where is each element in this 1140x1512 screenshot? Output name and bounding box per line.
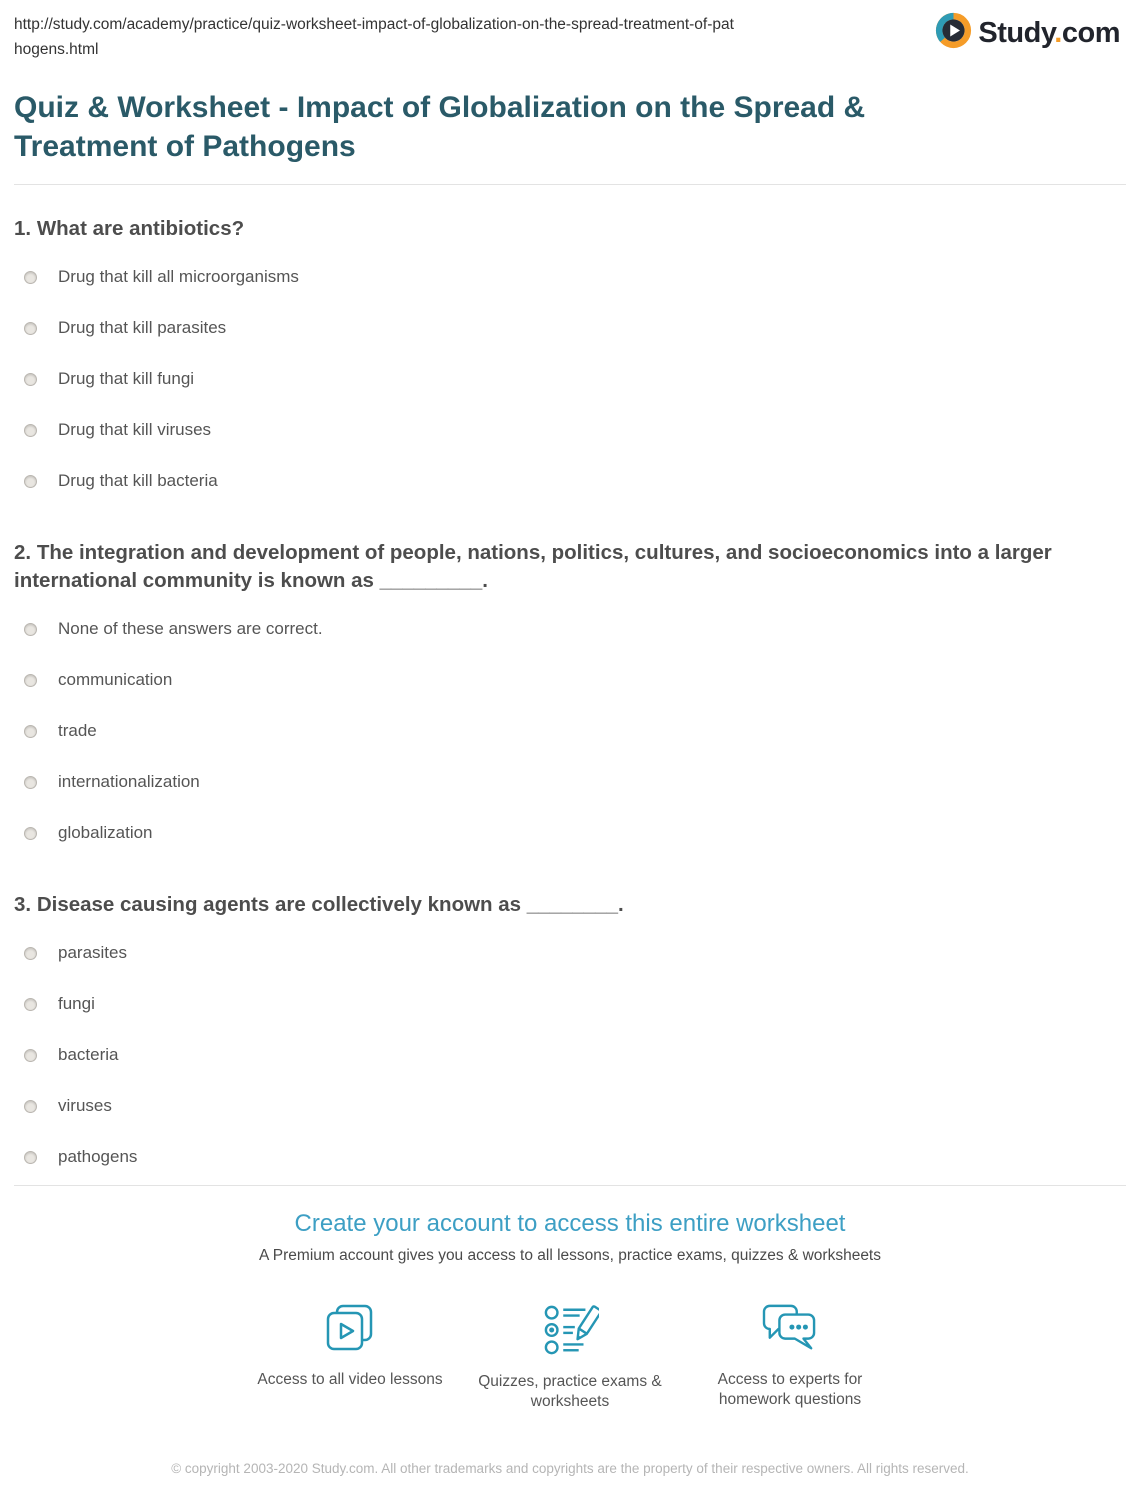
divider: [14, 184, 1126, 185]
answer-option-label: Drug that kill viruses: [58, 420, 212, 439]
answer-option[interactable]: [14, 721, 1126, 741]
answer-option-label: internationalization: [58, 772, 200, 791]
radio-button[interactable]: [24, 373, 37, 386]
answer-option-label: fungi: [58, 994, 95, 1013]
question-3-options: [14, 943, 1126, 1167]
answer-option[interactable]: [14, 823, 1126, 843]
answer-option[interactable]: [14, 1147, 1126, 1167]
cta-subtitle: A Premium account gives you access to all lessons, practice exams, quizzes & worksheets: [259, 1247, 881, 1264]
answer-option[interactable]: [14, 943, 1126, 963]
answer-option-label: Drug that kill all microorganisms: [58, 267, 299, 286]
feature-expert-help: [680, 1303, 900, 1412]
divider: [14, 1185, 1126, 1186]
radio-button[interactable]: [24, 776, 37, 789]
radio-button[interactable]: [24, 1100, 37, 1113]
question-3: [14, 891, 1126, 1167]
answer-option-label: bacteria: [58, 1045, 119, 1064]
answer-option[interactable]: [14, 318, 1126, 338]
play-circle-icon: [935, 12, 972, 54]
question-3-heading: 3. Disease causing agents are collectively known as ________.: [14, 893, 624, 916]
question-2-heading: 2. The integration and development of people, nations, politics, cultures, and socioeconomics into a larger international community is known as _________.: [14, 541, 1052, 592]
question-1-options: [14, 267, 1126, 491]
answer-option[interactable]: [14, 619, 1126, 639]
radio-button[interactable]: [24, 271, 37, 284]
answer-option-label: pathogens: [58, 1147, 138, 1166]
answer-option-label: viruses: [58, 1096, 112, 1115]
chat-experts-icon: [760, 1303, 820, 1359]
logo-text: Study.com: [978, 16, 1120, 49]
answer-option[interactable]: [14, 1096, 1126, 1116]
answer-option[interactable]: [14, 772, 1126, 792]
answer-option[interactable]: [14, 420, 1126, 440]
radio-button[interactable]: [24, 475, 37, 488]
feature-label: Quizzes, practice exams & worksheets: [478, 1373, 662, 1410]
radio-button[interactable]: [24, 424, 37, 437]
quizzes-worksheets-icon: [541, 1303, 599, 1359]
answer-option-label: parasites: [58, 943, 127, 962]
answer-option[interactable]: [14, 670, 1126, 690]
answer-option-label: globalization: [58, 823, 153, 842]
studycom-logo[interactable]: [935, 12, 1120, 54]
radio-button[interactable]: [24, 623, 37, 636]
answer-option-label: Drug that kill parasites: [58, 318, 227, 337]
radio-button[interactable]: [24, 725, 37, 738]
page-url: http://study.com/academy/practice/quiz-worksheet-impact-of-globalization-on-the-spread-treatment-of-pathogens.html: [14, 16, 734, 58]
question-1: [14, 215, 1126, 491]
radio-button[interactable]: [24, 322, 37, 335]
question-2: [14, 539, 1126, 843]
features-row: [14, 1303, 1126, 1412]
copyright-notice: © copyright 2003-2020 Study.com. All other trademarks and copyrights are the property of their respective owners. All rights reserved.: [171, 1461, 969, 1476]
answer-option-label: Drug that kill bacteria: [58, 471, 218, 490]
radio-button[interactable]: [24, 674, 37, 687]
radio-button[interactable]: [24, 827, 37, 840]
radio-button[interactable]: [24, 998, 37, 1011]
answer-option-label: Drug that kill fungi: [58, 369, 195, 388]
cta-title: Create your account to access this entire worksheet: [294, 1210, 846, 1237]
radio-button[interactable]: [24, 1049, 37, 1062]
answer-option[interactable]: [14, 267, 1126, 287]
radio-button[interactable]: [24, 1151, 37, 1164]
answer-option[interactable]: [14, 471, 1126, 491]
feature-label: Access to experts for homework questions: [717, 1371, 863, 1408]
feature-quizzes-worksheets: [460, 1303, 680, 1412]
radio-button[interactable]: [24, 947, 37, 960]
question-1-heading: 1. What are antibiotics?: [14, 217, 245, 240]
video-lessons-icon: [322, 1303, 378, 1359]
answer-option[interactable]: [14, 994, 1126, 1014]
answer-option[interactable]: [14, 1045, 1126, 1065]
page-title: Quiz & Worksheet - Impact of Globalization on the Spread & Treatment of Pathogens: [14, 91, 866, 163]
answer-option-label: None of these answers are correct.: [58, 619, 323, 638]
question-2-options: [14, 619, 1126, 843]
answer-option[interactable]: [14, 369, 1126, 389]
answer-option-label: communication: [58, 670, 173, 689]
feature-video-lessons: [240, 1303, 460, 1412]
feature-label: Access to all video lessons: [257, 1371, 443, 1388]
answer-option-label: trade: [58, 721, 97, 740]
